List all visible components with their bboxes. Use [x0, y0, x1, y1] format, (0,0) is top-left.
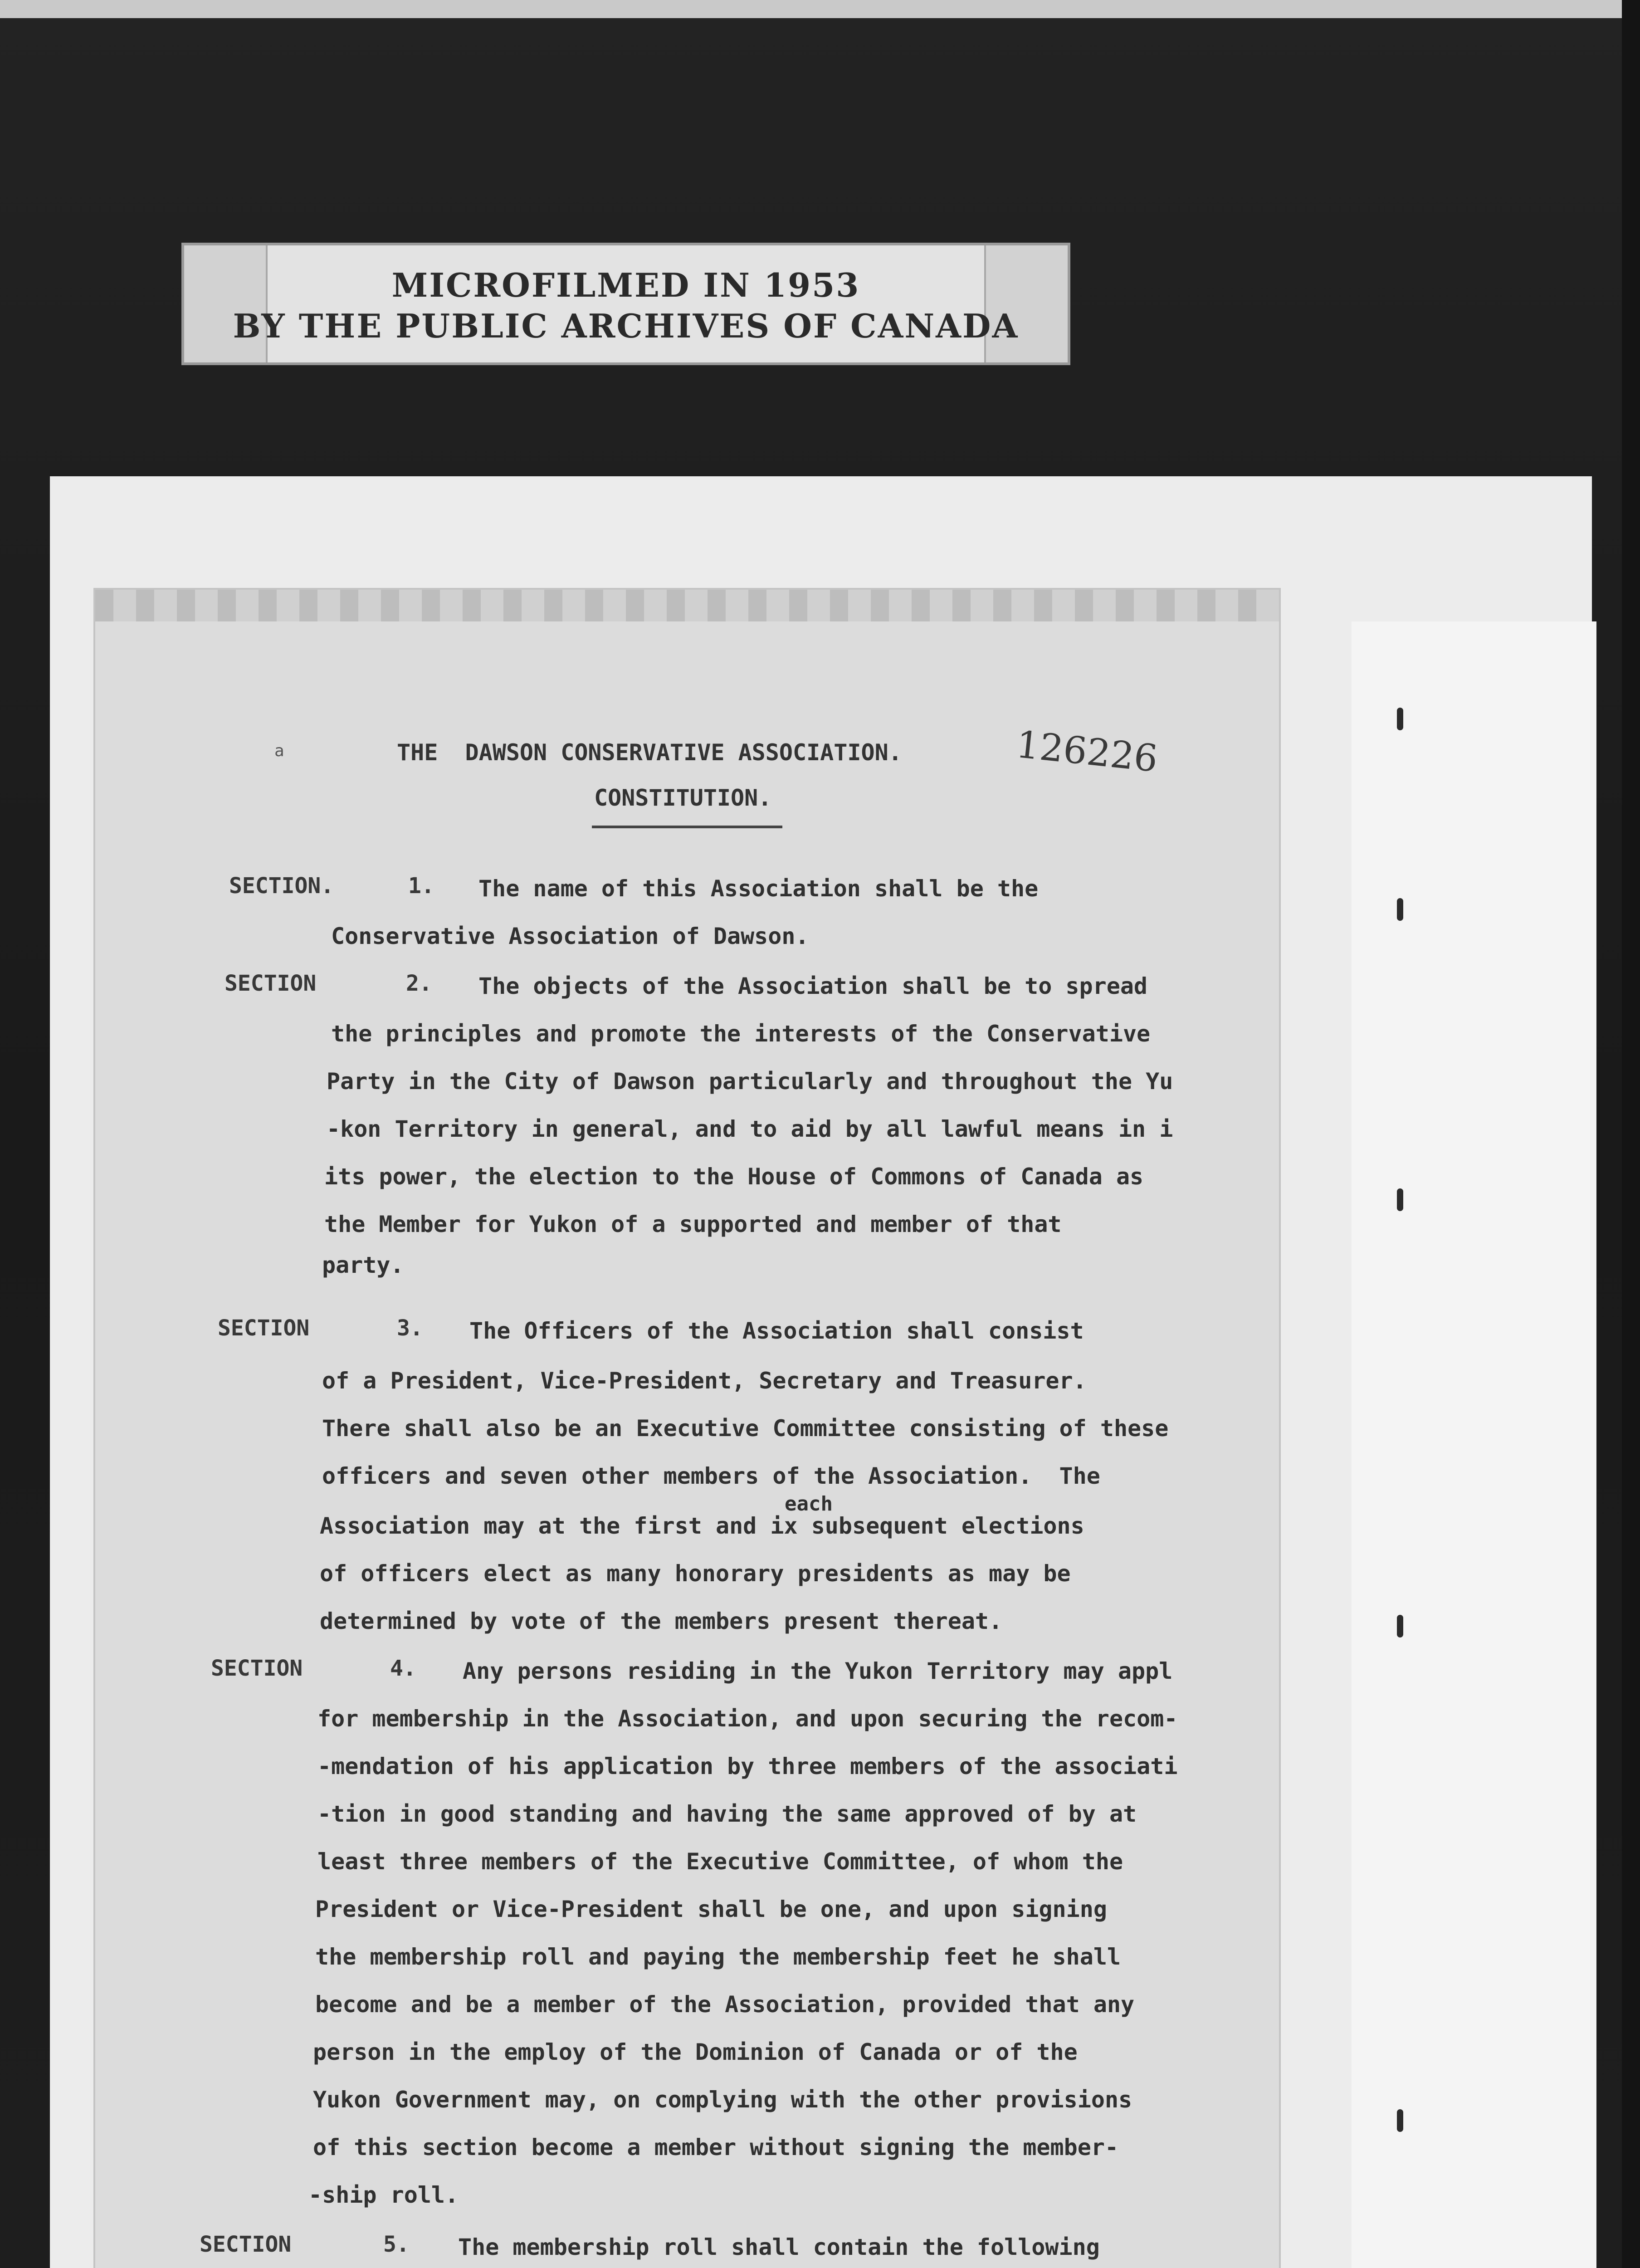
text-line: of this section become a member without signing the member- [313, 2134, 1119, 2160]
text-line: -mendation of his application by three members of the associati [317, 1753, 1178, 1779]
torn-edge [95, 590, 1279, 621]
text-line: The name of this Association shall be the [478, 875, 1039, 902]
section-label: SECTION [200, 2232, 292, 2257]
section-number: 2. [406, 971, 432, 996]
text-line: officers and seven other members of the Association. The [322, 1463, 1100, 1489]
title-underline [592, 826, 782, 828]
text-line: for membership in the Association, and upon securing the recom- [317, 1706, 1178, 1732]
text-line: determined by vote of the members present thereat. [320, 1608, 1003, 1634]
film-edge-right [1622, 0, 1640, 2268]
text-line: There shall also be an Executive Committee consisting of these [322, 1415, 1169, 1442]
text-line: -tion in good standing and having the same approved of by at [317, 1801, 1137, 1827]
typed-document-page [95, 590, 1279, 2268]
text-line: become and be a member of the Association, provided that any [315, 1991, 1135, 2018]
document-title: THE DAWSON CONSERVATIVE ASSOCIATION. [397, 739, 902, 766]
microfilm-label-card [181, 243, 1070, 365]
document-subtitle: CONSTITUTION. [594, 785, 772, 811]
punch-hole [1397, 1615, 1403, 1637]
section-number: 5. [383, 2232, 410, 2257]
text-line: Party in the City of Dawson particularly and throughout the Yu [327, 1068, 1173, 1095]
text-line: -kon Territory in general, and to aid by all lawful means in i [327, 1116, 1173, 1142]
text-line: President or Vice-President shall be one, and upon signing [315, 1896, 1107, 1922]
film-edge [0, 0, 1640, 18]
text-line: the Member for Yukon of a supported and member of that [324, 1211, 1062, 1237]
punch-hole [1397, 708, 1403, 730]
text-line: least three members of the Executive Committee, of whom the [317, 1848, 1123, 1875]
text-line: the membership roll and paying the membership feet he shall [315, 1944, 1121, 1970]
text-line: its power, the election to the House of Commons of Canada as [324, 1163, 1144, 1190]
interlinear-insertion: each [785, 1492, 833, 1515]
text-line: Any persons residing in the Yukon Territory may appl [463, 1658, 1173, 1684]
section-number: 3. [397, 1315, 423, 1341]
text-line: the principles and promote the interests of the Conservative [331, 1021, 1151, 1047]
section-label: SECTION [218, 1315, 310, 1341]
text-line: party. [322, 1252, 404, 1278]
text-line: person in the employ of the Dominion of Canada or of the [313, 2039, 1078, 2065]
text-line: The objects of the Association shall be to spread [478, 973, 1148, 999]
punch-hole [1397, 898, 1403, 921]
section-label: SECTION [225, 971, 317, 996]
section-number: 1. [408, 873, 434, 899]
text-line: of a President, Vice-President, Secretary and Treasurer. [322, 1368, 1087, 1394]
section-label: SECTION. [229, 873, 334, 899]
text-line: of officers elect as many honorary presidents as may be [320, 1560, 1071, 1587]
section-label: SECTION [211, 1656, 303, 1681]
section-number: 4. [390, 1656, 416, 1681]
text-line: The Officers of the Association shall consist [469, 1318, 1084, 1344]
punch-hole [1397, 1188, 1403, 1211]
document-number-stamp: 126226 [1014, 723, 1160, 781]
text-line: Association may at the first and ix subsequent elections [320, 1513, 1084, 1539]
microfilm-label-line-2: BY THE PUBLIC ARCHIVES OF CANADA [233, 307, 1019, 345]
backing-strip [1352, 621, 1596, 2268]
text-line: The membership roll shall contain the following [458, 2234, 1100, 2260]
text-line: Yukon Government may, on complying with the other provisions [313, 2087, 1132, 2113]
punch-hole [1397, 2109, 1403, 2132]
text-line: -ship roll. [308, 2182, 459, 2208]
text-line: Conservative Association of Dawson. [331, 923, 809, 949]
page-mark: a [274, 742, 284, 760]
microfilm-label-line-1: MICROFILMED IN 1953 [391, 266, 860, 304]
